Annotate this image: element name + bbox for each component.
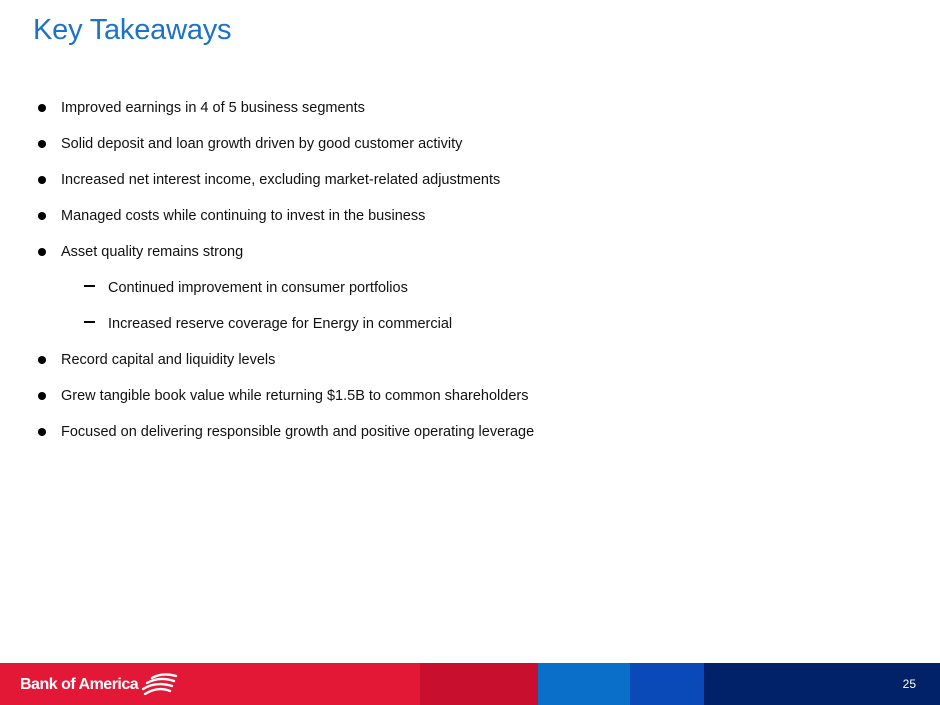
bullet-text: Improved earnings in 4 of 5 business segments	[61, 100, 365, 116]
sub-bullet-item	[84, 276, 408, 300]
sub-bullet-item	[84, 312, 452, 336]
bullet-text: Increased net interest income, excluding market-related adjustments	[61, 172, 501, 188]
footer-bar	[0, 663, 940, 705]
bullet-text: Grew tangible book value while returning $1.5B to common shareholders	[61, 388, 529, 404]
dash-icon	[84, 285, 95, 287]
bullet-item	[37, 240, 243, 264]
bullet-dot-icon	[38, 356, 46, 364]
bullet-item	[37, 420, 534, 444]
bullet-dot-icon	[38, 212, 46, 220]
bullet-item	[37, 168, 500, 192]
bullet-item	[37, 204, 425, 228]
logo-wordmark: Bank of America	[20, 676, 139, 693]
flag-logo-icon	[142, 673, 180, 695]
page-number: 25	[902, 677, 916, 691]
bullet-item	[37, 348, 275, 372]
bullet-text: Focused on delivering responsible growth and positive operating leverage	[61, 424, 535, 440]
bullet-item	[37, 132, 462, 156]
sub-bullet-text: Continued improvement in consumer portfolios	[108, 280, 408, 296]
bullet-text: Asset quality remains strong	[61, 244, 244, 260]
footer-band-dark-red	[420, 663, 538, 705]
footer-band-blue	[538, 663, 630, 705]
bullet-item	[37, 384, 528, 408]
bullet-dot-icon	[38, 176, 46, 184]
footer-band-royal-blue	[630, 663, 704, 705]
bullet-dot-icon	[38, 140, 46, 148]
slide-title: Key Takeaways	[33, 14, 232, 46]
bullet-dot-icon	[38, 104, 46, 112]
bullet-text: Solid deposit and loan growth driven by good customer activity	[61, 136, 463, 152]
sub-bullet-text: Increased reserve coverage for Energy in commercial	[108, 316, 453, 332]
bullet-text: Record capital and liquidity levels	[61, 352, 276, 368]
bullet-dot-icon	[38, 392, 46, 400]
dash-icon	[84, 321, 95, 323]
bullet-text: Managed costs while continuing to invest in the business	[61, 208, 426, 224]
bullet-dot-icon	[38, 248, 46, 256]
bullet-item	[37, 96, 365, 120]
bullet-dot-icon	[38, 428, 46, 436]
